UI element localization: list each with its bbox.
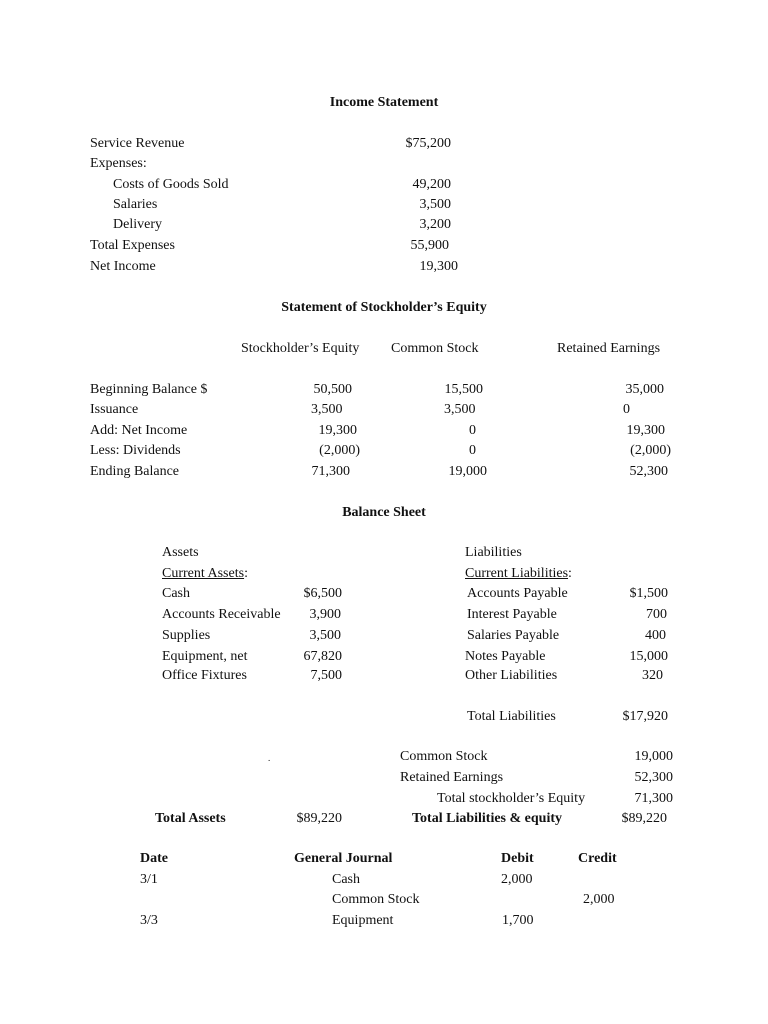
total-assets-label: Total Assets <box>155 811 226 826</box>
liability-label: Salaries Payable <box>467 628 560 643</box>
equity-row-se: 50,500 <box>313 382 352 397</box>
asset-value: 3,900 <box>309 607 341 622</box>
total-liab-equity-label: Total Liabilities & equity <box>412 811 563 826</box>
equity-row-label: Add: Net Income <box>90 423 188 438</box>
delivery-value: 3,200 <box>419 217 451 232</box>
income-statement-title: Income Statement <box>329 95 439 110</box>
cogs-label: Costs of Goods Sold <box>113 177 229 192</box>
equity-header-retained-earnings: Retained Earnings <box>557 341 661 356</box>
current-liabilities-colon: : <box>568 566 572 581</box>
total-liab-equity-value: $89,220 <box>621 811 667 826</box>
salaries-label: Salaries <box>113 197 158 212</box>
equity-row-cs: 0 <box>469 443 476 458</box>
equity-statement-title: Statement of Stockholder’s Equity <box>281 300 487 315</box>
journal-debit: 1,700 <box>502 913 534 928</box>
total-liabilities-value: $17,920 <box>622 709 668 724</box>
total-expenses-label: Total Expenses <box>90 238 175 253</box>
equity-row-cs: 19,000 <box>448 464 487 479</box>
liability-label: Interest Payable <box>467 607 557 622</box>
total-equity-label: Total stockholder’s Equity <box>437 791 586 806</box>
liability-label: Accounts Payable <box>467 586 568 601</box>
liability-label: Other Liabilities <box>465 668 558 683</box>
equity-row-re: 0 <box>623 402 630 417</box>
equity-row-label: Less: Dividends <box>90 443 181 458</box>
balance-sheet-title: Balance Sheet <box>342 505 426 520</box>
asset-label: Supplies <box>162 628 211 643</box>
journal-header-date: Date <box>140 851 168 866</box>
equity-row-label: Ending Balance <box>90 464 180 479</box>
journal-header-account: General Journal <box>294 851 393 866</box>
current-assets-heading <box>162 566 248 582</box>
journal-credit: 2,000 <box>583 892 615 907</box>
cogs-value: 49,200 <box>412 177 451 192</box>
liability-value: 15,000 <box>629 649 668 664</box>
liabilities-heading: Liabilities <box>465 545 522 560</box>
current-liabilities-heading <box>465 566 572 582</box>
asset-label: Office Fixtures <box>162 668 247 683</box>
asset-value: 7,500 <box>310 668 342 683</box>
retained-earnings-label: Retained Earnings <box>400 770 504 785</box>
asset-value: 3,500 <box>309 628 341 643</box>
total-liabilities-label: Total Liabilities <box>467 709 556 724</box>
asset-label: Cash <box>162 586 190 601</box>
delivery-label: Delivery <box>113 217 162 232</box>
equity-row-re: 19,300 <box>626 423 665 438</box>
journal-date: 3/1 <box>140 872 158 887</box>
equity-row-se: 19,300 <box>318 423 357 438</box>
net-income-label: Net Income <box>90 259 156 274</box>
total-expenses-value: 55,900 <box>410 238 449 253</box>
journal-account: Common Stock <box>332 892 420 907</box>
total-assets-value: $89,220 <box>296 811 342 826</box>
stray-mark: . <box>268 753 271 763</box>
asset-label: Accounts Receivable <box>162 607 281 622</box>
equity-row-re: 35,000 <box>625 382 664 397</box>
equity-header-common-stock: Common Stock <box>391 341 479 356</box>
assets-heading: Assets <box>162 545 199 560</box>
current-assets-heading-text: Current Assets <box>162 566 245 581</box>
journal-account: Equipment <box>332 913 394 928</box>
asset-value: $6,500 <box>303 586 342 601</box>
current-liabilities-heading-text: Current Liabilities <box>465 566 569 581</box>
liability-value: $1,500 <box>629 586 668 601</box>
retained-earnings-value: 52,300 <box>634 770 673 785</box>
current-assets-colon: : <box>244 566 248 581</box>
asset-label: Equipment, net <box>162 649 248 664</box>
equity-row-label: Beginning Balance $ <box>90 382 208 397</box>
liability-value: 700 <box>646 607 667 622</box>
journal-debit: 2,000 <box>501 872 533 887</box>
liability-label: Notes Payable <box>465 649 546 664</box>
asset-value: 67,820 <box>303 649 342 664</box>
journal-header-credit: Credit <box>578 851 617 866</box>
net-income-value: 19,300 <box>419 259 458 274</box>
journal-account: Cash <box>332 872 360 887</box>
equity-header-stockholders-equity: Stockholder’s Equity <box>241 341 360 356</box>
equity-row-cs: 0 <box>469 423 476 438</box>
total-equity-value: 71,300 <box>634 791 673 806</box>
equity-row-se: (2,000) <box>319 443 360 458</box>
equity-row-se: 71,300 <box>311 464 350 479</box>
liability-value: 400 <box>645 628 666 643</box>
journal-header-debit: Debit <box>501 851 534 866</box>
service-revenue-label: Service Revenue <box>90 136 185 151</box>
journal-date: 3/3 <box>140 913 158 928</box>
equity-row-se: 3,500 <box>311 402 343 417</box>
equity-row-label: Issuance <box>90 402 139 417</box>
service-revenue-value: $75,200 <box>405 136 451 151</box>
equity-row-cs: 3,500 <box>444 402 476 417</box>
equity-row-re: 52,300 <box>629 464 668 479</box>
equity-row-re: (2,000) <box>630 443 671 458</box>
salaries-value: 3,500 <box>419 197 451 212</box>
common-stock-value: 19,000 <box>634 749 673 764</box>
liability-value: 320 <box>642 668 663 683</box>
expenses-label: Expenses: <box>90 156 147 171</box>
common-stock-label: Common Stock <box>400 749 488 764</box>
equity-row-cs: 15,500 <box>444 382 483 397</box>
